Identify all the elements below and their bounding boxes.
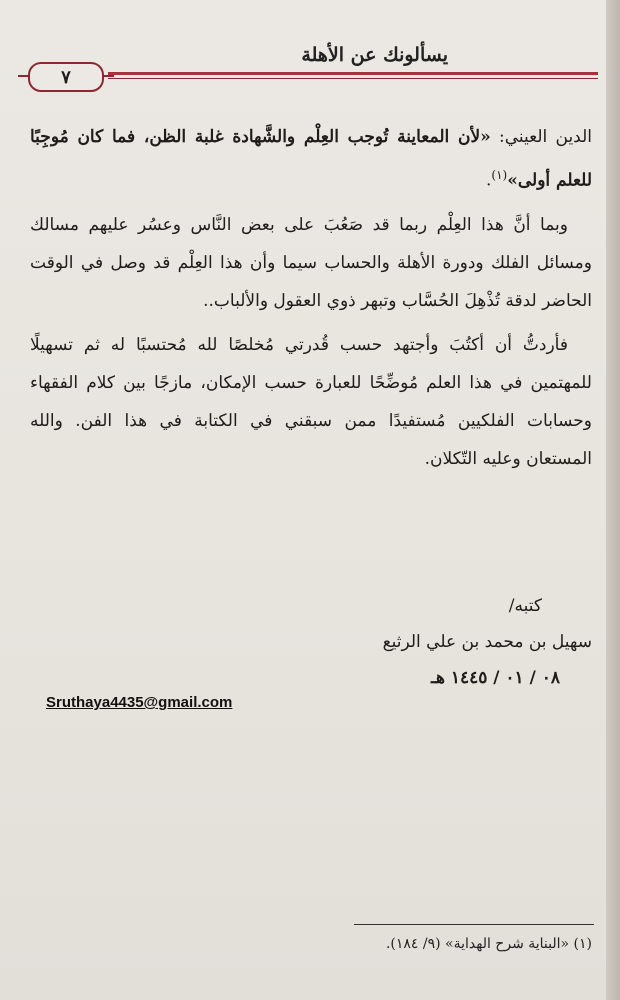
p1-end: . <box>485 170 492 191</box>
footnote: (١) «البناية شرح الهداية» (٩/ ١٨٤). <box>385 936 592 952</box>
signature-label: كتبه/ <box>508 596 542 616</box>
paragraph-2: وبما أنَّ هذا العِلْم ربما قد صَعُبَ على بعض النَّاس وعسُر عليهم مسالك ومسائل الفلك ودورة الأهلة والحساب سيما وأن هذا العِلْم قد وصل في الوقت الحاضر لدقة تُذْهِلَ الحُسَّاب وتبهر ذوي العقول والألباب.. <box>30 214 592 311</box>
page-edge <box>606 0 620 1000</box>
p1-quote: «لأن المعاينة تُوجب العِلْم والشَّهادة غلبة الظن، فما كان مُوجِبًا للعلم أولى» <box>30 127 592 191</box>
header-rule <box>108 72 598 75</box>
page-header <box>28 34 598 94</box>
contact-email[interactable]: Sruthaya4435@gmail.com <box>46 694 233 711</box>
footnote-rule <box>354 924 594 925</box>
footnote-ref: (١) <box>491 168 508 182</box>
running-title: يسألونك عن الأهلة <box>301 44 448 66</box>
page-number: ٧ <box>61 66 71 88</box>
page-number-badge <box>28 62 104 92</box>
body-text <box>30 118 592 478</box>
signature-author: سهيل بن محمد بن علي الرثيع <box>382 632 592 652</box>
paragraph-1 <box>30 118 592 200</box>
signature-date: ٠٨ / ٠١ / ١٤٤٥ هـ <box>430 668 560 688</box>
paragraph-3: فأردتُّ أن أكتُبَ وأجتهد حسب قُدرتي مُخلصًا لله مُحتسبًا له ثم تسهيلًا للمهتمين في هذا العلم مُوضِّحًا للعبارة حسب الإمكان، مازجًا بين كلام الفقهاء وحسابات الفلكيين مُستفيدًا ممن سبقني في الكتابة في هذا الفن. والله المستعان وعليه التّكلان. <box>30 334 592 469</box>
signature-block <box>292 588 592 696</box>
p1-lead: الدين العيني: <box>490 127 593 147</box>
header-rule-thin <box>108 78 598 79</box>
